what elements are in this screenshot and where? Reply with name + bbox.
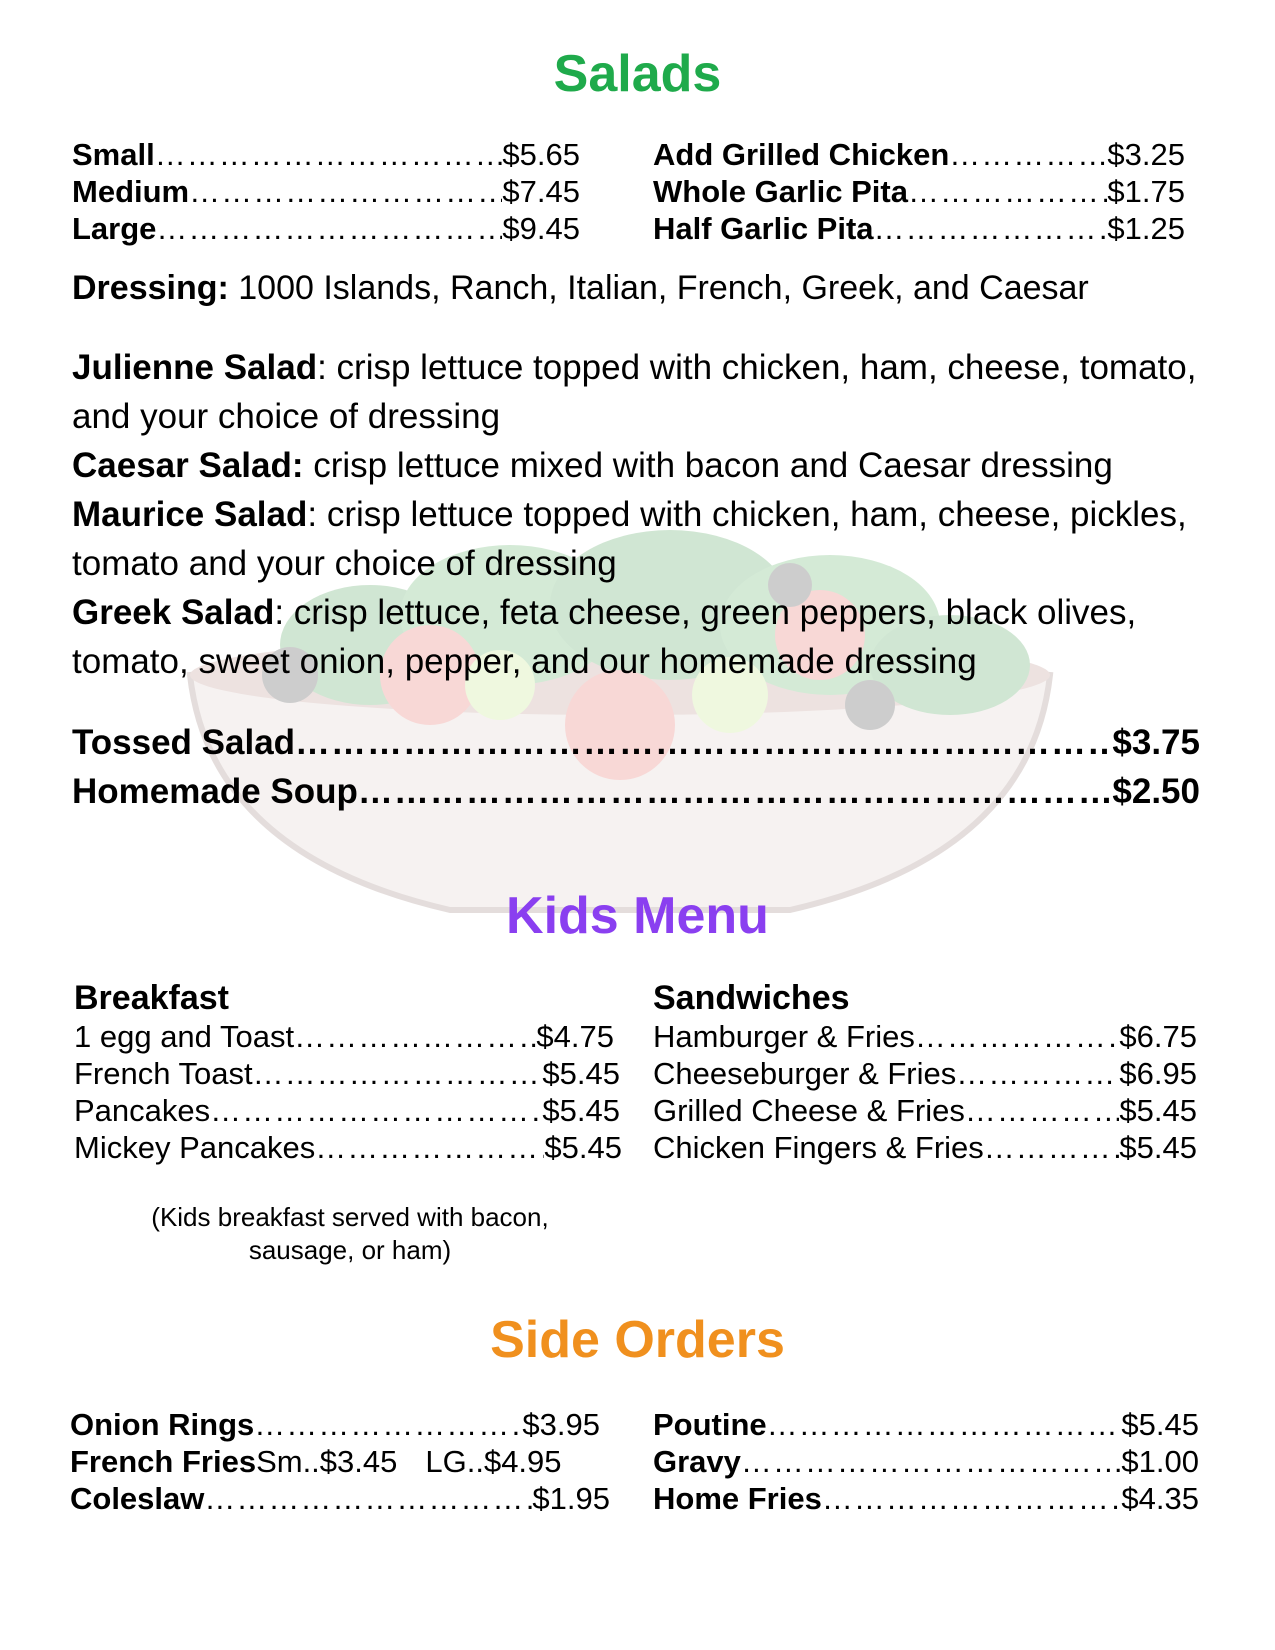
item-name: Homemade Soup [72,772,358,811]
dressing-label: Dressing: [72,269,229,307]
item-price: $1.00 [1121,1444,1199,1479]
large-price: LG..$4.95 [425,1444,562,1479]
addon-grilled-chicken [653,136,1185,174]
salads-heading: Salads [553,45,722,103]
side-onion-rings [70,1406,600,1444]
side-poutine [653,1406,1199,1444]
item-name: 1 egg and Toast [74,1019,295,1054]
salad-size-large [72,210,580,248]
item-name: Mickey Pancakes [74,1130,316,1165]
item-name: Half Garlic Pita [653,211,874,246]
item-price: $3.95 [522,1407,600,1442]
salad-description: Greek Salad: crisp lettuce, feta cheese, green peppers, black olives, tomato, sweet onion, pepper, and our homemade dressing [72,593,1137,681]
salad-size-small [72,136,580,174]
item-name: Onion Rings [70,1407,255,1442]
kids-sandwich-item [653,1055,1197,1093]
kids-breakfast-item [74,1055,620,1093]
side-french-fries [70,1443,610,1481]
item-price: $3.75 [1112,723,1200,762]
item-name: Add Grilled Chicken [653,137,950,172]
item-price: $3.25 [1107,137,1185,172]
item-name: Small [72,137,155,172]
item-price: $4.35 [1121,1481,1199,1516]
item-price: $6.75 [1119,1019,1197,1054]
kids-menu-heading: Kids Menu [506,887,769,945]
item-price: $5.45 [542,1056,620,1091]
addon-whole-garlic-pita [653,173,1185,211]
item-name: French Fries [70,1444,257,1479]
item-price: $5.45 [544,1130,622,1165]
item-price: $6.95 [1119,1056,1197,1091]
side-coleslaw [70,1480,610,1518]
item-name: Poutine [653,1407,767,1442]
tossed-salad-row [72,721,1200,765]
item-name: Coleslaw [70,1481,205,1516]
item-name: Cheeseburger & Fries [653,1056,957,1091]
item-name: Tossed Salad [72,723,296,762]
item-name: Medium [72,174,190,209]
item-price: $9.45 [502,211,580,246]
side-orders-heading: Side Orders [490,1311,785,1369]
kids-sandwich-item [653,1129,1197,1167]
item-price: $7.45 [502,174,580,209]
side-gravy [653,1443,1199,1481]
item-name: Home Fries [653,1481,822,1516]
breakfast-subheading: Breakfast [74,979,229,1017]
item-price: $4.75 [536,1019,614,1054]
item-name: Gravy [653,1444,741,1479]
addon-half-garlic-pita [653,210,1185,248]
salad-description: Julienne Salad: crisp lettuce topped with chicken, ham, cheese, tomato, and your choice of dressing [72,348,1197,436]
item-name: Large [72,211,157,246]
item-price: $1.75 [1107,174,1185,209]
item-name: French Toast [74,1056,253,1091]
dressing-options: 1000 Islands, Ranch, Italian, French, Greek, and Caesar [228,269,1089,307]
item-price: $5.45 [1119,1093,1197,1128]
kids-sandwich-item [653,1018,1197,1056]
salad-description: Maurice Salad: crisp lettuce topped with chicken, ham, cheese, pickles, tomato and your choice of dressing [72,495,1187,583]
item-name: Pancakes [74,1093,211,1128]
side-home-fries [653,1480,1199,1518]
item-price: $5.45 [1121,1407,1199,1442]
salad-description: Caesar Salad: crisp lettuce mixed with bacon and Caesar dressing [72,446,1113,485]
item-name: Chicken Fingers & Fries [653,1130,984,1165]
kids-breakfast-item [74,1018,614,1056]
small-price: Sm..$3.45 [256,1444,398,1479]
item-name: Hamburger & Fries [653,1019,915,1054]
item-price: $5.45 [542,1093,620,1128]
dressing-line [72,266,1222,310]
item-price: $5.45 [1119,1130,1197,1165]
item-price: $1.95 [532,1481,610,1516]
salad-descriptions [72,343,1212,686]
kids-breakfast-note: (Kids breakfast served with bacon, sausage, or ham) [151,1202,549,1265]
salad-size-medium [72,173,580,211]
sandwiches-subheading: Sandwiches [653,979,850,1017]
kids-breakfast-item [74,1092,620,1130]
item-name: Grilled Cheese & Fries [653,1093,965,1128]
kids-sandwich-item [653,1092,1197,1130]
kids-breakfast-item [74,1129,622,1167]
item-name: Whole Garlic Pita [653,174,908,209]
item-price: $5.65 [502,137,580,172]
item-price: $1.25 [1107,211,1185,246]
homemade-soup-row [72,770,1200,814]
item-price: $2.50 [1112,772,1200,811]
